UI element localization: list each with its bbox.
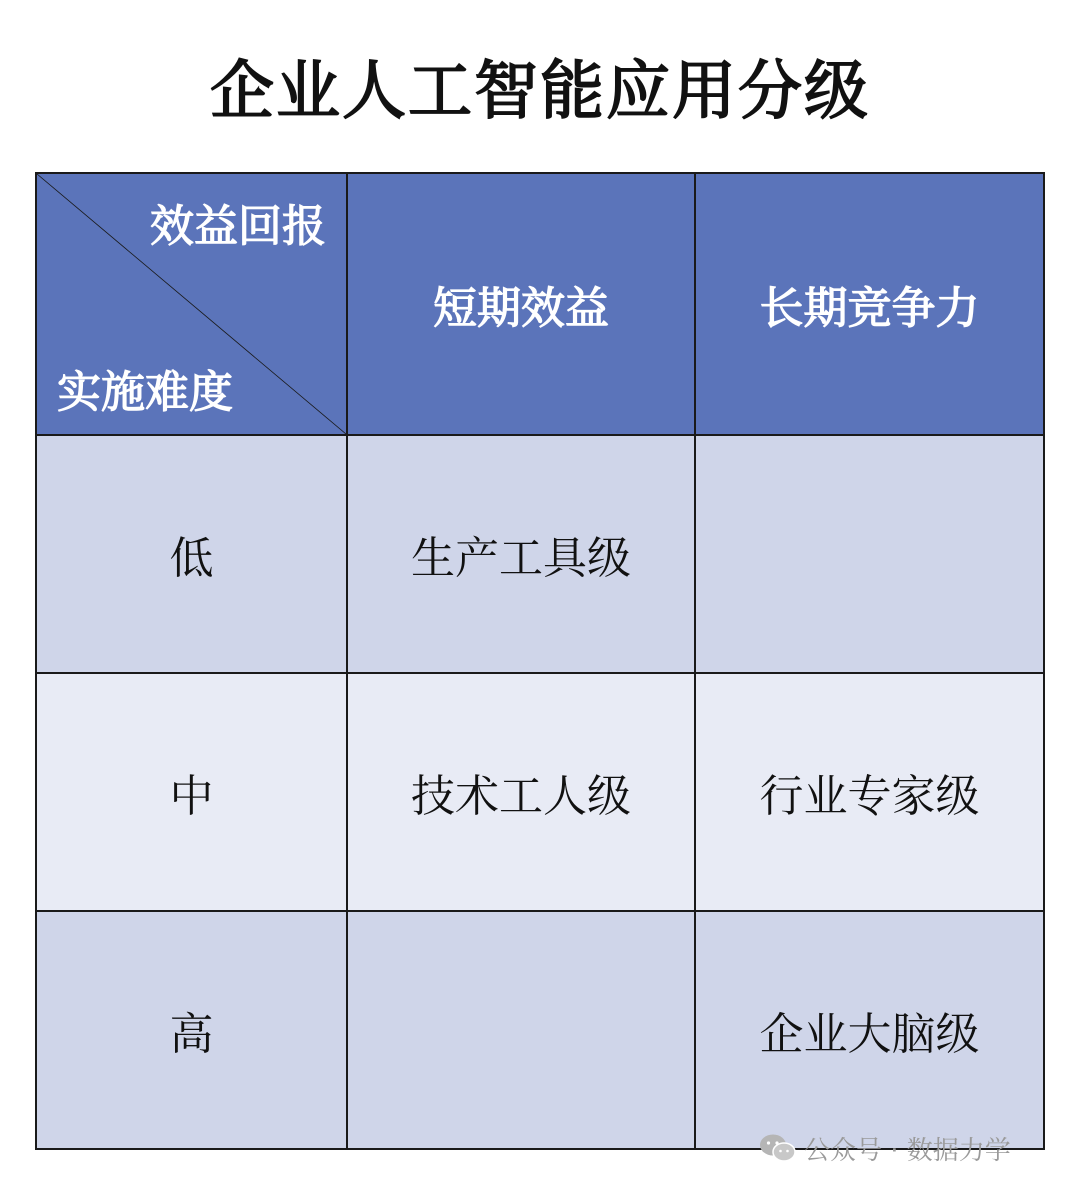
watermark-text: 公众号 · 数据力学 <box>804 1135 1011 1166</box>
table-row-low <box>36 435 1044 673</box>
table-cell: 生产工具级 <box>347 435 695 673</box>
ai-level-table <box>35 172 1045 1150</box>
table-cell <box>695 435 1044 673</box>
row-label-medium: 中 <box>36 673 347 911</box>
table-row-high <box>36 911 1044 1149</box>
row-label-high: 高 <box>36 911 347 1149</box>
table-cell: 技术工人级 <box>347 673 695 911</box>
column-header-long-term: 长期竞争力 <box>695 173 1044 435</box>
table-row-medium <box>36 673 1044 911</box>
corner-label-benefit: 效益回报 <box>150 201 326 252</box>
table-cell <box>347 911 695 1149</box>
table-cell: 行业专家级 <box>695 673 1044 911</box>
page-title: 企业人工智能应用分级 <box>210 55 870 129</box>
corner-label-difficulty: 实施难度 <box>57 367 233 418</box>
row-label-low: 低 <box>36 435 347 673</box>
watermark <box>758 1128 1011 1168</box>
wechat-icon <box>758 1132 798 1164</box>
column-header-short-term: 短期效益 <box>347 173 695 435</box>
table-header-row <box>36 173 1044 435</box>
table-cell: 企业大脑级 <box>695 911 1044 1149</box>
corner-header-cell <box>36 173 347 435</box>
